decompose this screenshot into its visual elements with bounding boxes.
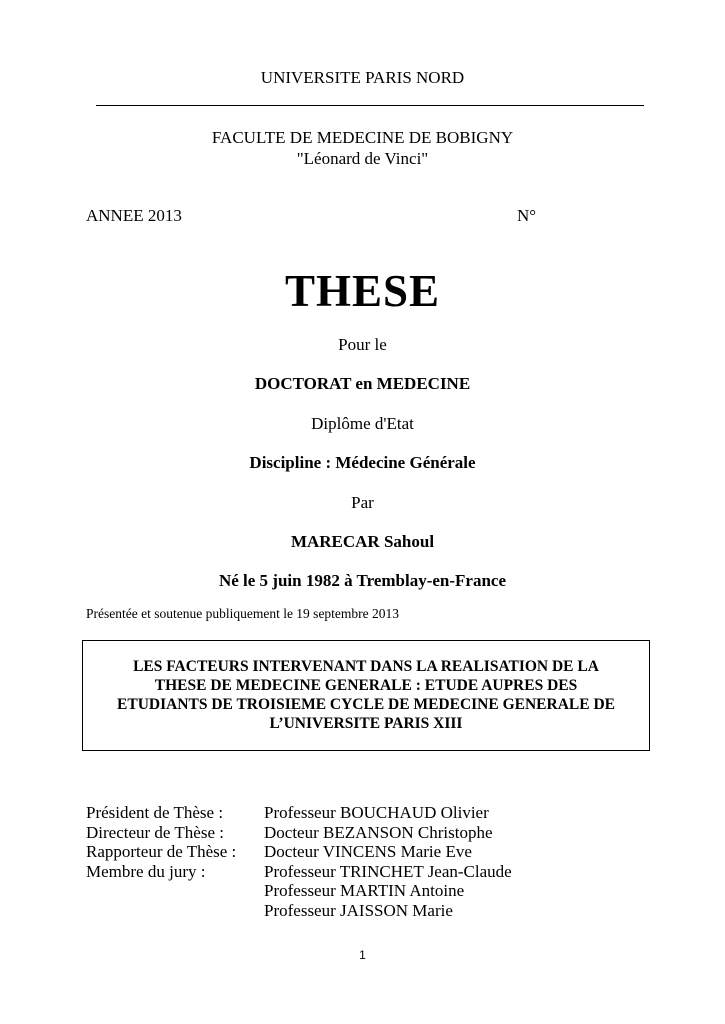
jury-row [86,901,512,921]
jury-role [86,901,264,921]
university-name: UNIVERSITE PARIS NORD [260,68,465,87]
jury-member: Docteur VINCENS Marie Eve [264,842,472,861]
thesis-title-box [82,640,650,751]
thesis-title-line: LES FACTEURS INTERVENANT DANS LA REALISATION DE LA [133,658,599,675]
jury-role [86,881,264,901]
jury-role: Président de Thèse : [86,803,224,822]
jury-row [86,881,512,901]
faculty-line-2: "Léonard de Vinci" [296,149,429,168]
pour-le-text: Pour le [338,335,387,354]
thesis-title-line: THESE DE MEDECINE GENERALE : ETUDE AUPRES DES [154,677,578,694]
jury-row [86,842,512,862]
page-number: 1 [359,948,366,962]
thesis-title-line: L’UNIVERSITE PARIS XIII [269,715,463,732]
birth-info: Né le 5 juin 1982 à Tremblay-en-France [218,571,507,590]
jury-member: Professeur JAISSON Marie [264,900,453,920]
thesis-title-line: ETUDIANTS DE TROISIEME CYCLE DE MEDECINE GENERALE DE [117,696,615,713]
jury-row [86,803,512,823]
header-divider [96,105,644,106]
jury-member: Professeur BOUCHAUD Olivier [264,803,489,822]
degree-text: DOCTORAT en MEDECINE [254,374,471,393]
author-name: MARECAR Sahoul [290,532,435,551]
jury-role: Rapporteur de Thèse : [86,842,237,861]
faculty-line-1: FACULTE DE MEDECINE DE BOBIGNY [211,128,514,147]
jury-row [86,823,512,843]
jury-member: Professeur MARTIN Antoine [264,881,465,900]
jury-member: Professeur TRINCHET Jean-Claude [264,861,512,881]
defense-date: Présentée et soutenue publiquement le 19 septembre 2013 [86,606,400,621]
par-text: Par [351,493,374,512]
jury-role: Membre du jury : [86,861,206,881]
diploma-text: Diplôme d'Etat [311,414,414,433]
year-label: ANNEE 2013 [86,206,182,225]
jury-member: Docteur BEZANSON Christophe [264,822,493,842]
document-title: THESE [284,266,441,316]
jury-row [86,862,512,882]
jury-role: Directeur de Thèse : [86,822,224,842]
number-label: N° [517,206,537,225]
faculty-name [0,127,725,169]
jury-list [86,803,512,920]
discipline-text: Discipline : Médecine Générale [249,453,476,472]
